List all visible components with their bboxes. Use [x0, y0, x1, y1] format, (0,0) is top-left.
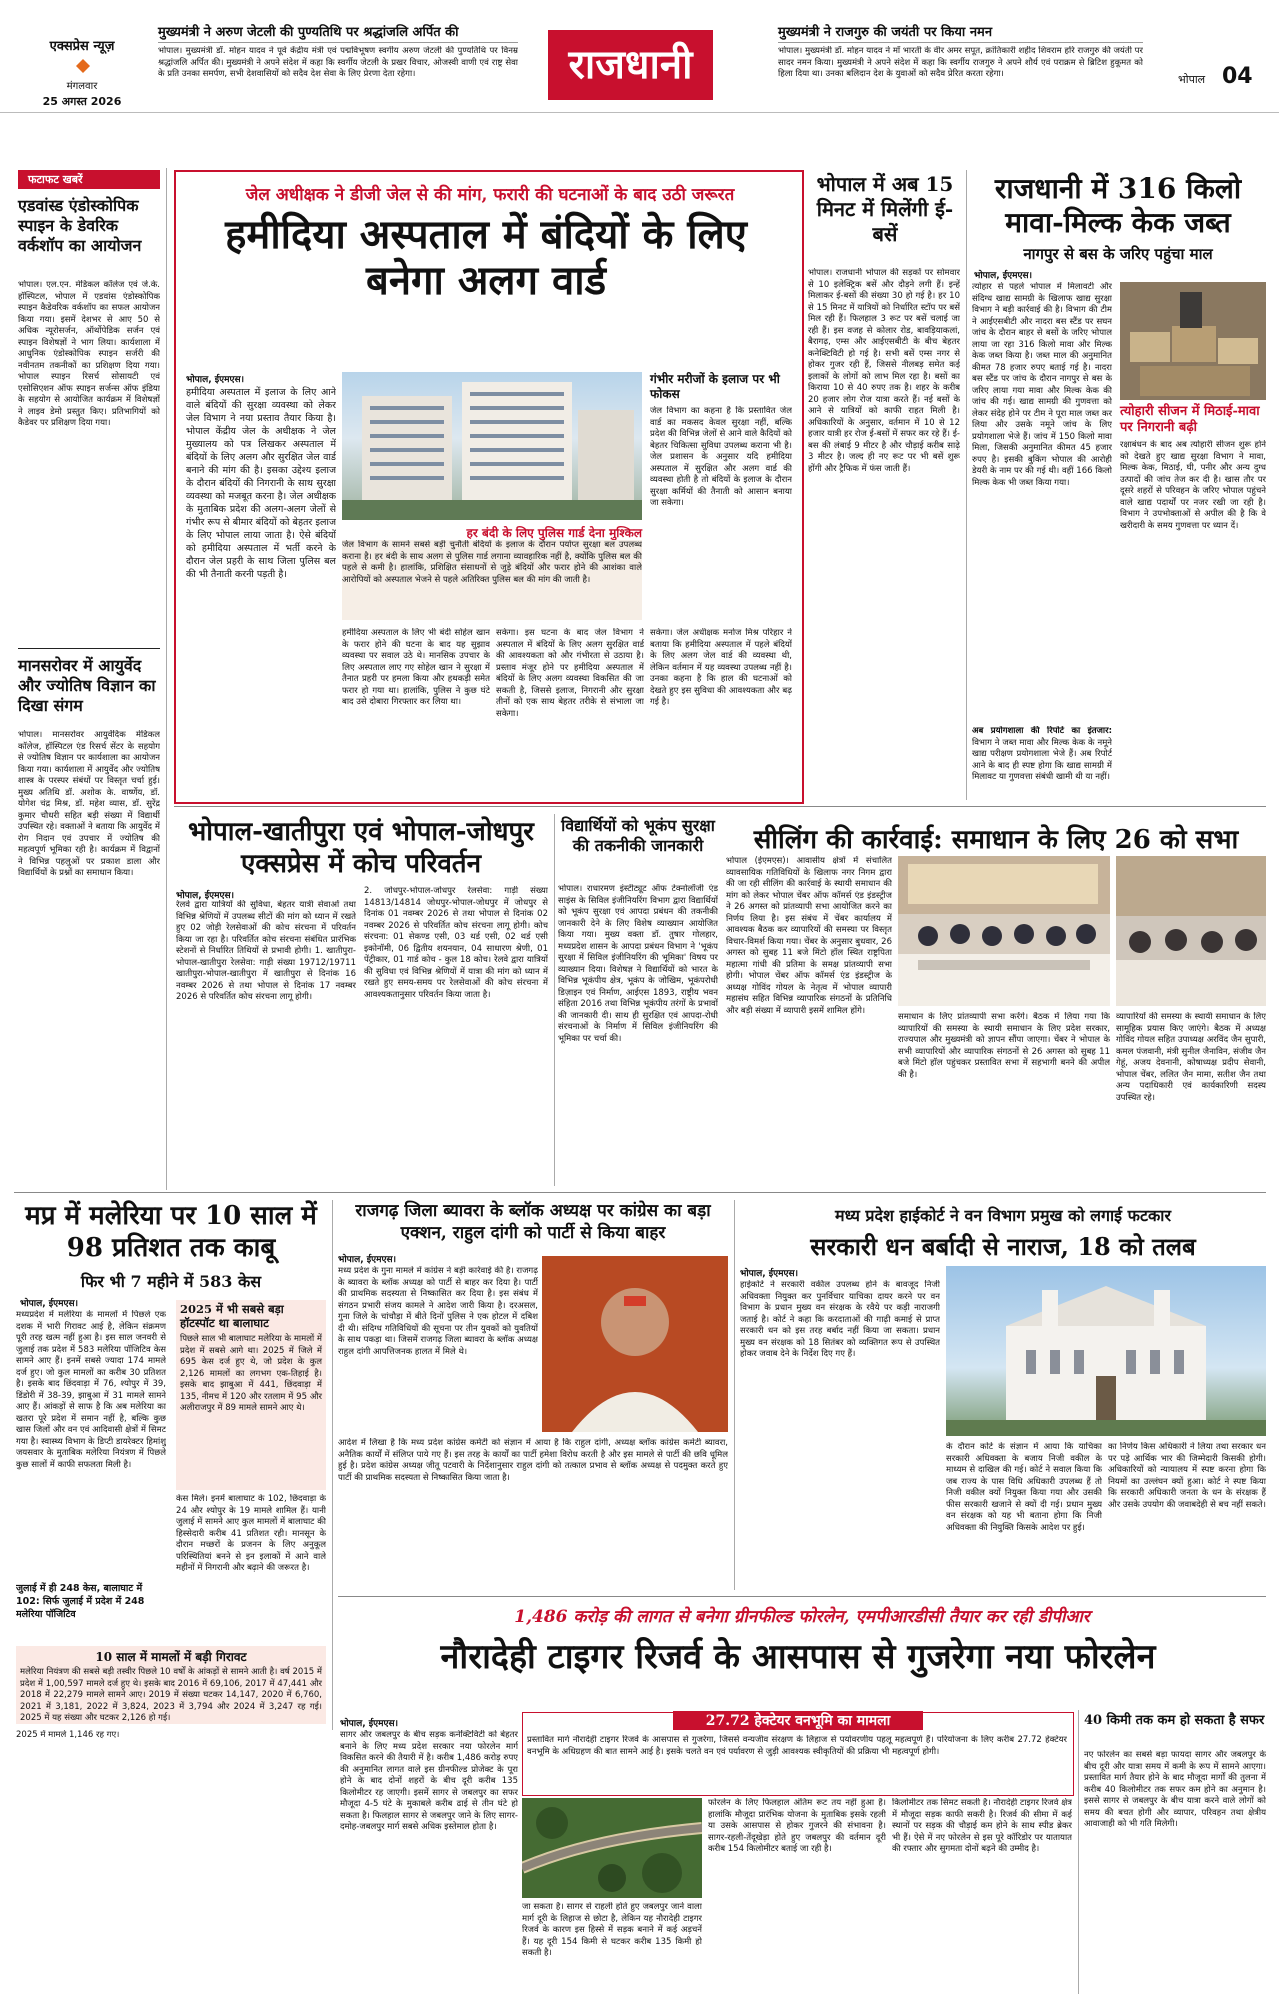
- lab-report-head: अब प्रयोगशाला की रिपोर्ट का इंतजार:: [972, 726, 1112, 736]
- rajgarh-body-col2: आदेश में लिखा है कि मध्य प्रदेश कांग्रेस कमेटी को संज्ञान में आया है कि राहुल दांगी, अध्यक्ष ब्लॉक कांग्रेस कमेटी ब्यावरा, अनैतिक कार्यों में संलिप्त पाये गए हैं। इस तरह के कार्यों का पार्टी हमेशा विरोध करती है और इस मामले से पार्टी की छवि धूमिल हुई है। प्रदेश कांग्रेस अध्यक्ष जीतू पटवारी के निर्देशानुसार राहुल दांगी को तत्काल प्रभाव से ब्लॉक अध्यक्ष से पदमुक्त करते हुए पार्टी की प्राथमिक सदस्यता से निष्कासित किया जाता है।: [338, 1438, 728, 1483]
- rajgarh-body-col1: मध्य प्रदेश के गुना मामले में कांग्रेस ने बड़ी कार्रवाई की है। राजगढ़ के ब्यावरा के ब्लॉक अध्यक्ष को पार्टी से बाहर कर दिया है। पार्टी की प्राथमिक सदस्यता से निष्कासित कर दिया है। इस संबंध में संगठन प्रभारी संजय कामले ने आदेश जारी किया है। दरअसल, गुना जिले के चांचौड़ा में बीते दिनों पुलिस ने एक होटल में दबिश दी थी। संदिग्ध गतिविधियों की सूचना पर तीन युवकों को युवतियों के साथ पकड़ा था। जिसमें राजगढ़ जिला ब्यावरा के ब्लॉक अध्यक्ष राहुल दांगी आपत्तिजनक हालत में मिले थे।: [338, 1266, 538, 1357]
- decade-box: [16, 1646, 326, 1724]
- malaria-subhead: फिर भी 7 महीने में 583 केस: [80, 1272, 262, 1291]
- hc-byline: भोपाल, ईएमएस।: [740, 1269, 799, 1279]
- row-rule: [14, 1192, 1266, 1193]
- hospital-photo: [342, 372, 642, 520]
- side-box-body: जेल विभाग का कहना है कि प्रस्तावित जेल वार्ड का मकसद केवल सुरक्षा नहीं, बल्कि प्रदेश की विभिन्न जेलों से आने वाले कैदियों को बेहतर चिकित्सा सुविधा उपलब्ध कराना भी है। जेल प्रशासन के अनुसार यदि हमीदिया अस्पताल में सुरक्षित और अलग वार्ड की व्यवस्था होती है तो बंदियों के इलाज के दौरान सुरक्षा कर्मियों की तैनाती को आसान बनाया जा सकेगा।: [650, 406, 792, 508]
- brief-body: भोपाल। मुख्यमंत्री डॉ. मोहन यादव ने माँ भारती के वीर अमर सपूत, क्रांतिकारी शहीद शिवराम हरि राजगुरु की जयंती पर सादर नमन किया। मुख्यमंत्री ने अपने संदेश में कहा कि स्वर्गीय राजगुरु ने अपने शौर्य एवं पराक्रम से ब्रिटिश हुकूमत को हिला दिया था। उनका बलिदान देश के युवाओं को सदैव प्रेरित करता रहेगा।: [778, 46, 1143, 79]
- ebus-body: भोपाल। राजधानी भोपाल की सड़कों पर सोमवार से 10 इलेक्ट्रिक बसें और दौड़ने लगी हैं। इन्हें मिलाकर ई-बसों की संख्या 30 हो गई है। हर 10 से 15 मिनट में यात्रियों को निर्धारित स्टॉप पर बसें मिल रही हैं। फिलहाल 3 रूट पर बसें चलाई जा रही हैं। इस वजह से कोलार रोड, बावड़ियाकलां, बैरागढ़, एम्स और आईएसबीटी के बीच बेहतर कनेक्टिविटी हो गई है। सभी बसें एम्स नगर से होकर गुजर रही हैं, जिससे नीलबड़ समेत कई इलाकों के लोगों को लाभ मिल रहा है। बसों का किराया 10 से 40 रुपए तक है। शहर के करीब 20 हजार लोग रोज यात्रा करते हैं। नई बसों के आने से यात्रियों को काफी राहत मिली है। अधिकारियों के अनुसार, वर्तमान में 10 से 12 हजार यात्री हर रोज ई-बसों में सफर कर रहे हैं। ई-बस की लंबाई 9 मीटर है और चौड़ाई करीब साढ़े 3 मीटर है। जल्द ही नए रूट पर भी बसें शुरू होंगी और ट्रैफिक में फंस जाती हैं।: [808, 268, 960, 474]
- court-building-graphic: [946, 1266, 1266, 1436]
- rajgarh-headline: राजगढ़ जिला ब्यावरा के ब्लॉक अध्यक्ष पर कांग्रेस का बड़ा एक्शन, राहुल दांगी को पार्टी से किया बाहर: [355, 1201, 711, 1243]
- fatafat-story2-headline: मानसरोवर में आयुर्वेद और ज्योतिष विज्ञान का दिखा संगम: [18, 656, 156, 715]
- top-brief-1: [158, 22, 518, 104]
- forelane-body-col3: फोरलेन के लिए फिलहाल अंतिम रूट तय नहीं हुआ है। हालांकि मौजूदा प्रारंभिक योजना के मुताबिक इसके रहली या उसके आसपास से होकर गुजरने की संभावना है। सागर-रहली-तेंदूखेड़ा होते हुए जबलपुर की वर्तमान दूरी करीब 154 किलोमीटर बताई जा रही है।: [708, 1798, 886, 1854]
- fatafat-story1-body: भोपाल। एल.एन. मेडिकल कॉलेज एवं जे.के. हॉस्पिटल, भोपाल में एडवांस एंडोस्कोपिक स्पाइन कैडेवरिक वर्कशॉप का सफल आयोजन किया गया। इसमें देशभर से आए 50 से अधिक न्यूरोसर्जन, ऑर्थोपेडिक सर्जन एवं स्पाइन विशेषज्ञों ने भाग लिया। कार्यशाला में आधुनिक एंडोस्कोपिक स्पाइन सर्जरी की नवीनतम तकनीकों का प्रशिक्षण दिया गया। भोपाल स्पाइन रिसर्च सोसायटी एवं एसोसिएशन ऑफ स्पाइन सर्जन्स ऑफ इंडिया के सहयोग से आयोजित कार्यक्रम में विशेषज्ञों ने लाइव डेमो प्रस्तुत किए। प्रतिभागियों को कैडेवर पर प्रशिक्षण दिया गया।: [18, 280, 160, 428]
- lead-byline: भोपाल, ईएमएस।: [186, 375, 245, 385]
- brief-headline: मुख्यमंत्री ने राजगुरु की जयंती पर किया नमन: [778, 22, 1143, 43]
- meeting-photo-2: [1116, 856, 1266, 1006]
- forest-road-graphic: [522, 1798, 702, 1898]
- mawa-headline: राजधानी में 316 किलो मावा-मिल्क केक जब्त: [994, 172, 1242, 239]
- seized-boxes-graphic: [1120, 282, 1266, 400]
- hotspot-body: पिछले साल भी बालाघाट मलेरिया के मामलों में प्रदेश में सबसे आगे था। 2025 में जिले में 695 केस दर्ज हुए थे, जो प्रदेश के कुल 2,126 मामलों का लगभग एक-तिहाई है। इसके बाद झाबुआ में 441, छिंदवाड़ा में 135, नीमच में 120 और रतलाम में 95 और अलीराजपुर में 89 मामले सामने आए थे।: [180, 1334, 322, 1413]
- hc-kicker: मध्य प्रदेश हाईकोर्ट ने वन विभाग प्रमुख को लगाई फटकार: [835, 1206, 1171, 1225]
- meeting-photo: [898, 856, 1110, 1006]
- rajgarh-portrait: [542, 1256, 728, 1432]
- mawa-lab-report: [972, 726, 1112, 798]
- ebus-headline: भोपाल में अब 15 मिनट में मिलेंगी ई-बसें: [816, 172, 954, 246]
- issue-date: 25 अगस्त 2026: [42, 95, 122, 108]
- malaria-body: मध्यप्रदेश में मलेरिया के मामलों में पिछले एक दशक में भारी गिरावट आई है, लेकिन संक्रमण पूरी तरह खत्म नहीं हुआ है। इस साल जनवरी से जुलाई तक प्रदेश में 583 मलेरिया पॉजिटिव केस सामने आए हैं। इनमें सबसे ज्यादा 174 मामले दर्ज हुए। जो कुल मामलों का करीब 30 प्रतिशत है। इसके बाद छिंदवाड़ा में 76, श्योपुर में 39, डिंडोरी में 38-39, झाबुआ में 31 मामले सामने आए हैं। आंकड़ों से साफ है कि अब मलेरिया का खतरा पूरे प्रदेश में समान नहीं है, बल्कि कुछ खास जिलों और वन एवं आदिवासी क्षेत्रों में सिमट गया है। स्वास्थ्य विभाग के डिप्टी डायरेक्टर हिमांशु जयसवार के मुताबिक मलेरिया नियंत्रण में पिछले कुछ सालों में काफी सफलता मिली है।: [16, 1310, 166, 1470]
- forelane-body-col1: सागर और जबलपुर के बीच सड़क कनेक्टिविटी को बेहतर बनाने के लिए मध्य प्रदेश सरकार नया फोरलेन मार्ग विकसित करने की तैयारी में है। करीब 1,486 करोड़ रुपए की अनुमानित लागत वाले इस ग्रीनफील्ड प्रोजेक्ट के पूरा होने के बाद दोनों शहरों के बीच दूरी करीब 135 किलोमीटर रह जाएगी। इसमें सागर से जबलपुर का सफर मौजूदा 4-5 घंटे के मुकाबले करीब ढाई से तीन घंटे हो सकता है। फिलहाल सागर से जबलपुर जाने के लिए सागर-दमोह-जबलपुर मार्ग सबसे अधिक इस्तेमाल होता है।: [340, 1730, 518, 1832]
- quake-body: भोपाल। राधारमण इंस्टीट्यूट ऑफ टेक्नोलॉजी एंड साइंस के सिविल इंजीनियरिंग विभाग द्वारा विद्यार्थियों को भूकंप सुरक्षा एवं आपदा प्रबंधन की तकनीकी जानकारी देने के लिए विशेष व्याख्यान आयोजित किया गया। मुख्य वक्ता डॉ. तुषार गोलहार, मध्यप्रदेश शासन के आपदा प्रबंधन विभाग ने 'भूकंप सुरक्षा में सिविल इंजीनियरिंग की भूमिका' विषय पर व्याख्यान दिया। विशेषज्ञ ने विद्यार्थियों को भारत के विभिन्न भूकंपीय क्षेत्र, भूकंप के जोखिम, भूकंपरोधी डिज़ाइन एवं निर्माण, आईएस 1893, राष्ट्रीय भवन संहिता 2016 तथा विभिन्न भूकंपीय तरंगों के प्रभावों की जानकारी दी। साथ ही सुरक्षित एवं आपदा-रोधी संरचनाओं के निर्माण में सिविल इंजीनियरिंग की भूमिका पर चर्चा की।: [558, 884, 718, 1044]
- lead-body-col1: हमीदिया अस्पताल में इलाज के लिए आने वाले बंदियों की सुरक्षा व्यवस्था को लेकर जेल विभाग ने नया प्रस्ताव तैयार किया है। भोपाल केंद्रीय जेल के अधीक्षक ने जेल मुख्यालय को पत्र लिखकर अस्पताल में बंदियों के लिए अलग और सुरक्षित जेल वार्ड बनाने की मांग की है। इसका उद्देश्य इलाज के दौरान बंदियों की निगरानी के साथ सुरक्षा व्यवस्था को मजबूत करना है। जेल अधीक्षक के मुताबिक प्रदेश की अलग-अलग जेलों से गंभीर रूप से बीमार बंदियों को बेहतर इलाज के लिए भोपाल लाया जाता है। ऐसे बंदियों को हमीदिया अस्पताल में भर्ती करने के दौरान जेल प्रहरी के साथ जिला पुलिस बल की भी तैनाती करनी पड़ती है।: [186, 387, 336, 580]
- hotspot-box: [176, 1300, 326, 1490]
- forelane-kicker: 1,486 करोड़ की लागत से बनेगा ग्रीनफील्ड फोरलेन, एमपीआरडीसी तैयार कर रही डीपीआर: [514, 1607, 1090, 1627]
- ceiling-body-col1: भोपाल (ईएमएस)। आवासीय क्षेत्रों में संचालित व्यावसायिक गतिविधियों के खिलाफ नगर निगम द्वारा की जा रही सीलिंग की कार्रवाई के स्थायी समाधान की मांग को लेकर भोपाल चेंबर ऑफ कॉमर्स एंड इंडस्ट्रीज ने 26 अगस्त को प्रांतव्यापी सभा आयोजित करने का निर्णय लिया है। इस संबंध में चेंबर कार्यालय में आवश्यक बैठक कर व्यापारियों की समस्या पर विस्तृत विचार-विमर्श किया गया। चेंबर के अनुसार बुधवार, 26 अगस्त को सुबह 11 बजे मिंटो हॉल स्थित राष्ट्रपिता महात्मा गांधी की प्रतिमा के समक्ष प्रांतव्यापी सभा होगी। भोपाल चेंबर ऑफ कॉमर्स एंड इंडस्ट्रीज के अध्यक्ष गोविंद गोयल के नेतृत्व में भोपाल व्यापारी महासंघ सहित विभिन्न व्यापारिक संगठनों के प्रतिनिधि और बड़ी संख्या में व्यापारी इसमें शामिल होंगे।: [726, 856, 892, 1016]
- forelane-byline: भोपाल, ईएमएस।: [340, 1719, 399, 1729]
- hc-body-col1: हाईकोर्ट ने सरकारी वकील उपलब्ध होने के बावजूद निजी अधिवक्ता नियुक्त कर पुनर्विचार याचिका दायर करने पर वन विभाग के प्रधान मुख्य वन संरक्षक के रवैये पर कड़ी नाराजगी जताई है। कोर्ट ने कहा कि करदाताओं की गाढ़ी कमाई से प्राप्त सरकारी धन को इस तरह बर्बाद नहीं किया जा सकता। प्रधान मुख्य वन संरक्षक को 18 सितंबर को व्यक्तिगत रूप से उपस्थित होकर जवाब देने के निर्देश दिए गए हैं।: [740, 1280, 940, 1359]
- forestland-headline: 27.72 हेक्टेयर वनभूमि का मामला: [673, 1711, 923, 1730]
- row-rule: [174, 806, 1266, 807]
- photo-caption-headline: हर बंदी के लिए पुलिस गार्ड देना मुश्किल: [466, 526, 642, 540]
- city-label: भोपाल: [1178, 73, 1206, 86]
- tyohar-headline: त्योहारी सीजन में मिठाई-मावा पर निगरानी बढ़ी: [1120, 404, 1260, 435]
- brief-body: भोपाल। मुख्यमंत्री डॉ. मोहन यादव ने पूर्व केंद्रीय मंत्री एवं पद्मविभूषण स्वर्गीय अरुण जेटली की पुण्यतिथि पर विनम्र श्रद्धांजलि अर्पित की। मुख्यमंत्री ने अपने संदेश में कहा कि स्वर्गीय जेटली के प्रखर विचार, ओजस्वी वाणी एवं राष्ट्र सेवा के प्रति उनका समर्पण, सभी देशवासियों को सदैव देश सेवा के लिए प्रेरणा देता रहेगा।: [158, 46, 518, 79]
- forestland-box: [522, 1712, 1074, 1796]
- coach-body-col1: रेलवे द्वारा यात्रियों की सुविधा, बेहतर यात्री सेवाओं तथा विभिन्न श्रेणियों में उपलब्ध सीटों की मांग को ध्यान में रखते हुए 02 जोड़ी रेलसेवाओं की कोच संरचना में परिवर्तन किया जा रहा है। परिवर्तित कोच संरचना संबंधित प्रारंभिक स्टेशनों से निर्धारित तिथियों से प्रभावी होगी। 1. खातीपुरा-भोपाल-खातीपुरा रेलसेवा: गाड़ी संख्या 19712/19711 खातीपुरा-भोपाल-खातीपुरा में खातीपुरा से दिनांक 16 नवम्बर 2026 से तथा भोपाल से दिनांक 17 नवम्बर 2026 से परिवर्तित कोच संरचना लागू होगी।: [176, 900, 356, 1002]
- brand-name: एक्सप्रेस न्यूज़: [49, 39, 115, 54]
- distance-body: नए फोरलेन का सबसे बड़ा फायदा सागर और जबलपुर के बीच दूरी और यात्रा समय में कमी के रूप में सामने आएगा। प्रस्तावित मार्ग तैयार होने के बाद मौजूदा मार्गों की तुलना में करीब 40 किलोमीटर तक सफर कम होने का अनुमान है। इससे सागर से जबलपुर के बीच यात्रा करने वाले लोगों को समय की बचत होगी और व्यापार, परिवहन तथा क्षेत्रीय आवाजाही को भी गति मिलेगी।: [1084, 1750, 1266, 1829]
- coach-body-col2: 2. जोधपुर-भोपाल-जोधपुर रेलसेवा: गाड़ी संख्या 14813/14814 जोधपुर-भोपाल-जोधपुर में जोधपुर से दिनांक 01 नवम्बर 2026 से तथा भोपाल से दिनांक 02 नवम्बर 2026 से परिवर्तित कोच संरचना लागू होगी। कोच संरचना: 01 सेकण्ड एसी, 03 थर्ड एसी, 02 थर्ड एसी इकोनॉमी, 06 द्वितीय शयनयान, 04 साधारण श्रेणी, 01 पेंट्रीकार, 01 गार्ड कोच - कुल 18 कोच। रेलवे द्वारा यात्रियों की सुविधा एवं विभिन्न श्रेणियों में यात्रा की मांग को ध्यान में रखते हुए समय-समय पर रेलसेवाओं की कोच संरचना में आवश्यकतानुसार परिवर्तन किया जाता है।: [364, 886, 548, 1000]
- masthead-divider: [0, 112, 1279, 113]
- column-rule: [1078, 1710, 1079, 1994]
- fatafat-story2-body: भोपाल। मानसरोवर आयुर्वेदिक मेडिकल कॉलेज, हॉस्पिटल एंड रिसर्च सेंटर के सहयोग से ज्योतिष विज्ञान पर कार्यशाला का आयोजन किया गया। कार्यशाला में आयुर्वेद और ज्योतिष शास्त्र के परस्पर संबंधों पर विस्तृत चर्चा हुई। मुख्य अतिथि डॉ. अशोक के. वार्ष्णेय, डॉ. योगेश चंद्र मिश्र, डॉ. महेश व्यास, डॉ. सुरेंद्र कुमार चौधरी सहित बड़ी संख्या में विद्यार्थी उपस्थित रहे। वक्ताओं ने बताया कि आयुर्वेद में रोग निदान एवं उपचार में ज्योतिष की महत्वपूर्ण भूमिका रही है। कार्यक्रम में विद्वानों ने विभिन्न पहलुओं पर प्रकाश डाला और विद्यार्थियों के प्रश्नों का समाधान किया।: [18, 730, 160, 878]
- meeting-graphic: [1116, 856, 1266, 1006]
- lead-kicker: जेल अधीक्षक ने डीजी जेल से की मांग, फरारी की घटनाओं के बाद उठी जरूरत: [245, 185, 735, 205]
- page-number: 04: [1222, 64, 1253, 89]
- mawa-body: त्योहार से पहले भोपाल में मिलावटी और संदिग्ध खाद्य सामग्री के खिलाफ खाद्य सुरक्षा विभाग ने बड़ी कार्रवाई की है। विभाग की टीम ने आईएसबीटी और नादरा बस स्टैंड पर सघन जांच के दौरान बाहर से बसों के जरिए भोपाल लाया जा रहा 316 किलो मावा और मिल्क केक जब्त किया है। जब्त माल की अनुमानित कीमत 78 हजार रुपए बताई गई है। नादरा बस स्टैंड पर जांच के दौरान नागपुर से बस के जरिए लाया गया मावा और मिल्क केक की जांच की गई। खाद्य सामग्री की गुणवत्ता को लेकर संदेह होने पर टीम ने पूरा माल जब्त कर लिया और उसके नमूने जांच के लिए प्रयोगशाला भेजे हैं। जांच में 150 किलो मावा मिला, जिसकी अनुमानित कीमत 45 हजार रुपए है। इसकी बुकिंग भोपाल की आरोही डेयरी के नाम पर की गई थी। वहीं 166 किलो मिल्क केक भी जब्त किया गया।: [972, 282, 1112, 488]
- fatafat-story1-headline: एडवांस्ड एंडोस्कोपिक स्पाइन के डेवरिक वर्कशॉप का आयोजन: [18, 196, 142, 255]
- lab-report-body: विभाग ने जब्त मावा और मिल्क केक के नमूने खाद्य परीक्षण प्रयोगशाला भेजे हैं। अब रिपोर्ट आने के बाद ही स्पष्ट होगा कि खाद्य सामग्री में मिलावट या गुणवत्ता संबंधी खामी थी या नहीं।: [972, 737, 1112, 782]
- fatafat-column: [18, 170, 160, 1185]
- divider: [18, 648, 160, 649]
- lead-headline: हमीदिया अस्पताल में बंदियों के लिए बनेगा अलग वार्ड: [225, 211, 747, 304]
- malaria-stat-line: जुलाई में ही 248 केस, बालाघाट में 102: सिर्फ जुलाई में प्रदेश में 248 मलेरिया पॉजिटिव: [16, 1583, 145, 1620]
- distance-headline: 40 किमी तक कम हो सकता है सफर: [1084, 1713, 1265, 1728]
- lead-body-col2: हमीदिया अस्पताल के लिए भी बंदी सोहेल खान के फरार होने की घटना के बाद यह सुझाव व्यवस्था पर सवाल उठे थे। मानसिक उपचार के लिए अस्पताल लाए गए सोहेल खान ने सुरक्षा में तैनात प्रहरी पर हमला किया और हथकड़ी समेत फरार हो गया था। हालांकि, पुलिस ने कुछ घंटे बाद उसे दोबारा गिरफ्तार कर लिया था।: [342, 628, 490, 707]
- forelane-headline: नौरादेही टाइगर रिजर्व के आसपास से गुजरेगा नया फोरलेन: [440, 1637, 1156, 1677]
- hc-headline: सरकारी धन बर्बादी से नाराज, 18 को तलब: [810, 1232, 1196, 1261]
- malaria-tail: 2025 में मामले 1,146 रह गए।: [16, 1730, 120, 1740]
- lead-body-col4: सकेगा। जेल अधीक्षक मनोज मिश्र परिहार ने बताया कि हमीदिया अस्पताल में पहले बंदियों के लिए अलग जेल वार्ड की व्यवस्था थी, लेकिन वर्तमान में यह व्यवस्था उपलब्ध नहीं है। उनका कहना है कि हाल की घटनाओं को देखते हुए इस सुविधा की आवश्यकता और बढ़ गई है।: [650, 628, 792, 707]
- hospital-building-graphic: [342, 372, 642, 520]
- malaria-byline: भोपाल, ईएमएस।: [20, 1299, 79, 1309]
- coach-headline: भोपाल-खातीपुरा एवं भोपाल-जोधपुर एक्सप्रेस में कोच परिवर्तन: [188, 817, 534, 879]
- photo-caption: जेल विभाग के सामने सबसे बड़ी चुनौती बंदियों के इलाज के दौरान पर्याप्त सुरक्षा बल उपलब्ध कराना है। हर बंदी के साथ अलग से पुलिस गार्ड लगाना व्यावहारिक नहीं है, क्योंकि पुलिस बल की पहले से कमी है। हालांकि, प्रशिक्षित संसाधनों से जुड़े बंदियों और फरार होने की आशंका वाले आरोपियों को अस्पताल भेजने से पहले अतिरिक्त पुलिस बल की मांग की जाती है।: [342, 540, 642, 620]
- hotspot-headline: 2025 में भी सबसे बड़ा हॉटस्पॉट था बालाघाट: [180, 1302, 284, 1330]
- quake-headline: विद्यार्थियों को भूकंप सुरक्षा की तकनीकी जानकारी: [561, 816, 715, 855]
- lead-body-col3: सकेगा। इस घटना के बाद जेल विभाग ने अस्पताल में बंदियों के लिए अलग सुरक्षित वार्ड की आवश्यकता को और गंभीरता से उठाया है। प्रस्ताव मंजूर होने पर हमीदिया अस्पताल में बंदियों के लिए अलग व्यवस्था विकसित की जा सकती है, जिससे इलाज, निगरानी और सुरक्षा तीनों को एक साथ बेहतर तरीके से संभाला जा सकेगा।: [496, 628, 644, 719]
- brand-logo-icon: [76, 58, 90, 72]
- side-box-headline: गंभीर मरीजों के इलाज पर भी फोकस: [650, 372, 780, 401]
- hc-building-photo: [946, 1266, 1266, 1436]
- column-rule: [166, 168, 167, 1190]
- forelane-body-col2: जा सकता है। सागर से राहली होते हुए जबलपुर जाने वाला मार्ग दूरी के लिहाज से छोटा है, लेकिन यह नौरादेही टाइगर रिजर्व के कारण इस हिस्से में सड़क बनाने में कई अड़चनें हैं। यह दूरी 154 किमी से घटकर करीब 135 किमी हो सकती है।: [522, 1902, 702, 1958]
- row-rule: [338, 1596, 1266, 1597]
- fatafat-tag: फटाफट खबरें: [18, 170, 160, 189]
- column-rule: [554, 814, 555, 1186]
- decade-body: मलेरिया नियंत्रण की सबसे बड़ी तस्वीर पिछले 10 वर्षों के आंकड़ों से सामने आती है। वर्ष 2015 में प्रदेश में 1,00,597 मामले दर्ज हुए थे। इसके बाद 2016 में 69,106, 2017 में 47,441 और 2018 में 22,279 मामले सामने आए। 2019 में संख्या घटकर 14,147, 2020 में 6,760, 2021 में 3,181, 2022 में 3,824, 2023 में 3,794 और 2024 में 3,247 रह गई। 2025 में यह संख्या और घटकर 2,126 हो गई।: [20, 1667, 322, 1723]
- mawa-subhead: नागपुर से बस के जरिए पहुंचा माल: [1023, 245, 1213, 263]
- ceiling-body-col3: व्यापारियों की समस्या के स्थायी समाधान के लिए सामूहिक प्रयास किए जाएंगे। बैठक में अध्यक्ष गोविंद गोयल सहित उपाध्यक्ष अरविंद जैन सुपारी, कमल पंजवानी, मंत्री सुनील जैनाविन, संजीव जैन गेहूं, अजय देवनानी, कोषाध्यक्ष प्रदीप सेवानी, भोपाल चेंबर, ललित जैन मामा, सतीश जैन तथा अन्य पदाधिकारी एवं कार्यकारिणी सदस्य उपस्थित रहे।: [1116, 1012, 1266, 1103]
- malaria-headline: मप्र में मलेरिया पर 10 साल में 98 प्रतिशत तक काबू: [25, 1201, 317, 1263]
- issue-day: मंगलवार: [66, 81, 98, 92]
- top-brief-2: [778, 22, 1143, 104]
- road-photo: [522, 1798, 702, 1898]
- masthead: [0, 0, 1279, 158]
- coach-byline: भोपाल, ईएमएस।: [176, 891, 235, 901]
- column-rule: [734, 1200, 735, 1590]
- hc-body-col2: के दौरान कोर्ट के संज्ञान में आया कि याचिका सरकारी अधिवक्ता के बजाय निजी वकील के माध्यम से दाखिल की गई। कोर्ट ने सवाल किया कि जब राज्य के पास विधि अधिकारी उपलब्ध हैं तो निजी वकील क्यों नियुक्त किया गया और उसकी फीस सरकारी खजाने से क्यों दी गई। प्रधान मुख्य वन संरक्षक को यह भी बताना होगा कि निजी अधिवक्ता की नियुक्ति किसके आदेश पर हुई।: [946, 1442, 1102, 1533]
- malaria-body-2: केस मिले। इनमें बालाघाट के 102, छिंदवाड़ा के 24 और श्योपुर के 19 मामले शामिल हैं। यानी जुलाई में सामने आए कुल मामलों में बालाघाट की हिस्सेदारी करीब 41 प्रतिशत रही। मानसून के दौरान मच्छरों के प्रजनन के लिए अनुकूल परिस्थितियां बनने से इन इलाकों में आने वाले महीनों में निगरानी और बढ़ाने की जरूरत है।: [176, 1494, 326, 1573]
- ceiling-headline: सीलिंग की कार्रवाई: समाधान के लिए 26 को सभा: [753, 825, 1239, 855]
- forelane-body-col4: किलोमीटर तक सिमट सकती है। नौरादेही टाइगर रिजर्व क्षेत्र में मौजूदा सड़क काफी सकरी है। रिजर्व की सीमा में कई स्थानों पर सड़क की चौड़ाई कम होने के साथ स्पीड ब्रेकर भी हैं। ऐसे में नए फोरलेन से इस पूरे कॉरिडोर पर यातायात की रफ्तार और सुगमता दोनों बढ़ने की उम्मीद है।: [892, 1798, 1072, 1854]
- decade-headline: 10 साल में मामलों में बड़ी गिरावट: [95, 1650, 247, 1664]
- section-title: राजधानी: [548, 30, 713, 100]
- tyohar-body: रक्षाबंधन के बाद अब त्योहारी सीजन शुरू होने को देखते हुए खाद्य सुरक्षा विभाग ने मावा, मिल्क केक, मिठाई, घी, पनीर और अन्य दुग्ध उत्पादों की जांच तेज कर दी है। खास तौर पर दूसरे शहरों से परिवहन के जरिए भोपाल पहुंचने वाले खाद्य पदार्थों पर नजर रखी जा रही है। विभाग ने उपभोक्ताओं से अपील की है कि वे खरीदारी के समय गुणवत्ता पर ध्यान दें।: [1120, 440, 1266, 531]
- brief-headline: मुख्यमंत्री ने अरुण जेटली की पुण्यतिथि पर श्रद्धांजलि अर्पित की: [158, 22, 518, 43]
- forestland-body: प्रस्तावित मार्ग नौरादेही टाइगर रिजर्व के आसपास से गुजरेगा, जिससे वन्यजीव संरक्षण के लिहाज से पर्यावरणीय पहलू महत्वपूर्ण हैं। परियोजना के लिए करीब 27.72 हेक्टेयर वनभूमि के अधिग्रहण की बात सामने आई है। इसके चलते वन एवं पर्यावरण से जुड़ी आवश्यक स्वीकृतियों की प्रक्रिया भी महत्वपूर्ण होगी।: [527, 1735, 1067, 1757]
- meeting-graphic: [898, 856, 1110, 1006]
- ceiling-body-col2: समाधान के लिए प्रांतव्यापी सभा करेंगे। बैठक में लिया गया कि व्यापारियों की समस्या के स्थायी समाधान के लिए प्रदेश सरकार, राज्यपाल और मुख्यमंत्री को ज्ञापन सौंपा जाएगा। चेंबर ने भोपाल के सभी व्यापारियों और व्यापारिक संगठनों से 26 अगस्त को सुबह 11 बजे मिंटो हॉल पहुंचकर प्रस्तावित सभा में सहभागी बनने की अपील की है।: [898, 1012, 1110, 1080]
- mawa-byline: भोपाल, ईएमएस।: [974, 271, 1033, 281]
- rajgarh-byline: भोपाल, ईएमएस।: [338, 1255, 397, 1265]
- person-portrait-graphic: [542, 1256, 728, 1432]
- mawa-photo: [1120, 282, 1266, 400]
- column-rule: [966, 170, 967, 800]
- hc-body-col3: का निर्णय किस अधिकारी ने लिया तथा सरकार धन पर पड़े आर्थिक भार की जिम्मेदारी किसकी होगी। अधिकारियों को न्यायालय में स्पष्ट करना होगा कि नियमों का उल्लंघन क्यों हुआ। कोर्ट ने स्पष्ट किया कि सरकारी अधिकारी जनता के धन के संरक्षक हैं और उसके उपयोग की जवाबदेही से बच नहीं सकते।: [1108, 1442, 1266, 1510]
